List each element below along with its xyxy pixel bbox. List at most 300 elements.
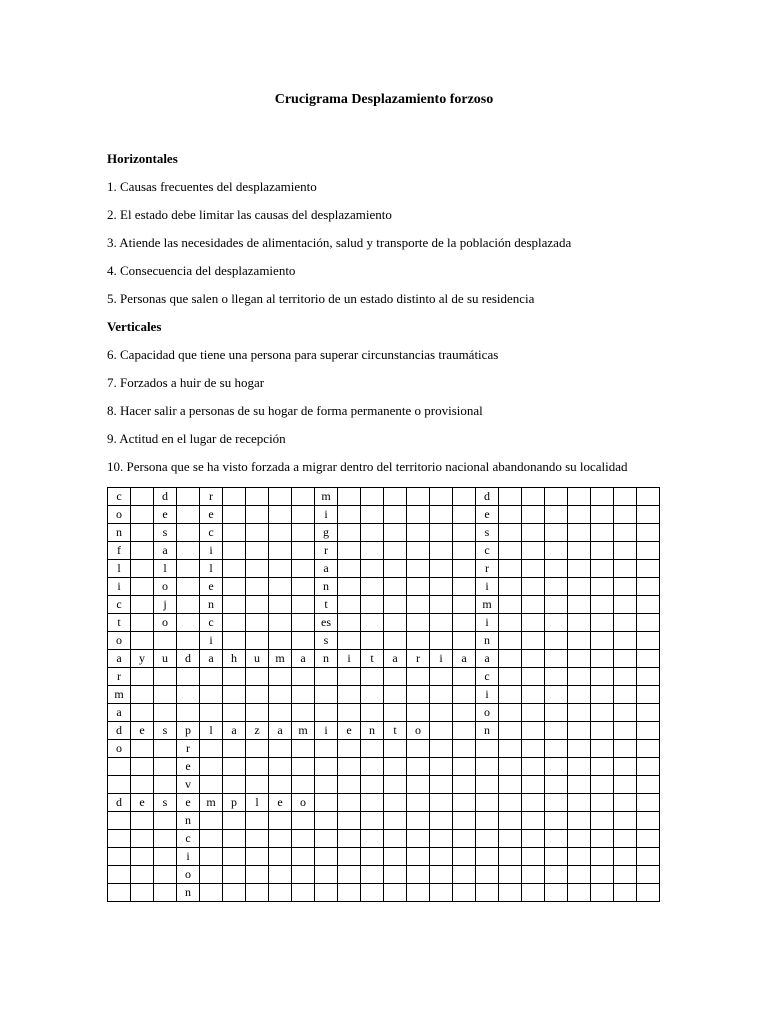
grid-cell[interactable] xyxy=(614,596,637,614)
grid-cell[interactable] xyxy=(522,704,545,722)
grid-cell[interactable] xyxy=(338,578,361,596)
grid-cell[interactable] xyxy=(315,776,338,794)
grid-cell[interactable] xyxy=(614,722,637,740)
grid-cell[interactable]: m xyxy=(476,596,499,614)
grid-cell[interactable]: y xyxy=(131,650,154,668)
grid-cell[interactable] xyxy=(591,614,614,632)
grid-cell[interactable] xyxy=(430,578,453,596)
grid-cell[interactable] xyxy=(338,506,361,524)
grid-cell[interactable] xyxy=(522,506,545,524)
grid-cell[interactable]: i xyxy=(200,542,223,560)
grid-cell[interactable]: l xyxy=(200,722,223,740)
grid-cell[interactable]: e xyxy=(200,578,223,596)
grid-cell[interactable] xyxy=(246,848,269,866)
grid-cell[interactable] xyxy=(499,884,522,902)
grid-cell[interactable]: d xyxy=(177,650,200,668)
grid-cell[interactable] xyxy=(430,866,453,884)
grid-cell[interactable] xyxy=(246,596,269,614)
grid-cell[interactable] xyxy=(499,488,522,506)
grid-cell[interactable] xyxy=(269,848,292,866)
grid-cell[interactable] xyxy=(384,632,407,650)
grid-cell[interactable] xyxy=(292,704,315,722)
grid-cell[interactable]: g xyxy=(315,524,338,542)
grid-cell[interactable] xyxy=(154,686,177,704)
grid-cell[interactable] xyxy=(407,506,430,524)
grid-cell[interactable] xyxy=(154,812,177,830)
grid-cell[interactable] xyxy=(269,614,292,632)
grid-cell[interactable] xyxy=(131,740,154,758)
grid-cell[interactable] xyxy=(545,722,568,740)
grid-cell[interactable] xyxy=(269,866,292,884)
grid-cell[interactable] xyxy=(361,704,384,722)
grid-cell[interactable] xyxy=(269,488,292,506)
grid-cell[interactable] xyxy=(453,740,476,758)
grid-cell[interactable] xyxy=(430,596,453,614)
grid-cell[interactable] xyxy=(246,686,269,704)
grid-cell[interactable] xyxy=(637,776,660,794)
grid-cell[interactable] xyxy=(131,686,154,704)
grid-cell[interactable]: i xyxy=(315,506,338,524)
grid-cell[interactable] xyxy=(154,632,177,650)
grid-cell[interactable] xyxy=(453,632,476,650)
grid-cell[interactable]: d xyxy=(108,722,131,740)
grid-cell[interactable] xyxy=(338,668,361,686)
grid-cell[interactable] xyxy=(177,668,200,686)
grid-cell[interactable] xyxy=(131,830,154,848)
grid-cell[interactable] xyxy=(453,794,476,812)
grid-cell[interactable] xyxy=(361,884,384,902)
grid-cell[interactable] xyxy=(430,884,453,902)
grid-cell[interactable] xyxy=(591,740,614,758)
grid-cell[interactable] xyxy=(315,704,338,722)
grid-cell[interactable]: l xyxy=(246,794,269,812)
grid-cell[interactable] xyxy=(384,776,407,794)
grid-cell[interactable] xyxy=(637,560,660,578)
grid-cell[interactable] xyxy=(108,830,131,848)
grid-cell[interactable] xyxy=(637,884,660,902)
grid-cell[interactable] xyxy=(499,542,522,560)
grid-cell[interactable] xyxy=(177,506,200,524)
grid-cell[interactable] xyxy=(131,614,154,632)
grid-cell[interactable] xyxy=(131,560,154,578)
grid-cell[interactable] xyxy=(637,704,660,722)
grid-cell[interactable] xyxy=(568,632,591,650)
grid-cell[interactable] xyxy=(246,488,269,506)
grid-cell[interactable]: u xyxy=(154,650,177,668)
grid-cell[interactable] xyxy=(637,524,660,542)
grid-cell[interactable] xyxy=(499,722,522,740)
grid-cell[interactable] xyxy=(407,776,430,794)
grid-cell[interactable] xyxy=(637,578,660,596)
grid-cell[interactable]: l xyxy=(154,560,177,578)
grid-cell[interactable]: c xyxy=(476,668,499,686)
grid-cell[interactable] xyxy=(499,668,522,686)
grid-cell[interactable] xyxy=(223,776,246,794)
grid-cell[interactable] xyxy=(269,830,292,848)
grid-cell[interactable]: o xyxy=(154,614,177,632)
grid-cell[interactable] xyxy=(384,506,407,524)
grid-cell[interactable] xyxy=(522,722,545,740)
grid-cell[interactable]: n xyxy=(361,722,384,740)
grid-cell[interactable] xyxy=(361,632,384,650)
grid-cell[interactable] xyxy=(223,668,246,686)
grid-cell[interactable] xyxy=(545,686,568,704)
grid-cell[interactable]: r xyxy=(108,668,131,686)
grid-cell[interactable]: m xyxy=(108,686,131,704)
grid-cell[interactable] xyxy=(154,740,177,758)
grid-cell[interactable] xyxy=(292,686,315,704)
grid-cell[interactable] xyxy=(131,596,154,614)
grid-cell[interactable] xyxy=(338,848,361,866)
grid-cell[interactable] xyxy=(522,542,545,560)
grid-cell[interactable] xyxy=(476,758,499,776)
grid-cell[interactable] xyxy=(361,506,384,524)
grid-cell[interactable] xyxy=(131,524,154,542)
grid-cell[interactable]: c xyxy=(200,614,223,632)
grid-cell[interactable] xyxy=(568,758,591,776)
grid-cell[interactable]: a xyxy=(154,542,177,560)
grid-cell[interactable] xyxy=(384,578,407,596)
grid-cell[interactable] xyxy=(154,668,177,686)
grid-cell[interactable] xyxy=(269,668,292,686)
grid-cell[interactable]: a xyxy=(200,650,223,668)
grid-cell[interactable] xyxy=(522,578,545,596)
grid-cell[interactable] xyxy=(269,596,292,614)
grid-cell[interactable] xyxy=(384,866,407,884)
grid-cell[interactable] xyxy=(407,704,430,722)
grid-cell[interactable]: a xyxy=(453,650,476,668)
grid-cell[interactable] xyxy=(545,596,568,614)
grid-cell[interactable] xyxy=(177,488,200,506)
grid-cell[interactable] xyxy=(269,704,292,722)
grid-cell[interactable]: o xyxy=(177,866,200,884)
grid-cell[interactable] xyxy=(522,560,545,578)
grid-cell[interactable] xyxy=(545,740,568,758)
grid-cell[interactable]: i xyxy=(200,632,223,650)
grid-cell[interactable] xyxy=(315,830,338,848)
grid-cell[interactable] xyxy=(453,560,476,578)
grid-cell[interactable] xyxy=(430,704,453,722)
grid-cell[interactable] xyxy=(453,506,476,524)
grid-cell[interactable] xyxy=(499,794,522,812)
grid-cell[interactable]: m xyxy=(292,722,315,740)
grid-cell[interactable] xyxy=(637,758,660,776)
grid-cell[interactable] xyxy=(614,488,637,506)
grid-cell[interactable] xyxy=(384,704,407,722)
grid-cell[interactable] xyxy=(338,830,361,848)
grid-cell[interactable] xyxy=(338,542,361,560)
grid-cell[interactable] xyxy=(361,668,384,686)
grid-cell[interactable] xyxy=(384,884,407,902)
grid-cell[interactable] xyxy=(292,542,315,560)
grid-cell[interactable] xyxy=(246,632,269,650)
grid-cell[interactable] xyxy=(499,830,522,848)
grid-cell[interactable]: a xyxy=(108,704,131,722)
grid-cell[interactable]: i xyxy=(430,650,453,668)
grid-cell[interactable]: m xyxy=(200,794,223,812)
grid-cell[interactable] xyxy=(292,596,315,614)
grid-cell[interactable]: t xyxy=(361,650,384,668)
grid-cell[interactable]: e xyxy=(200,506,223,524)
grid-cell[interactable] xyxy=(453,524,476,542)
grid-cell[interactable] xyxy=(614,830,637,848)
grid-cell[interactable] xyxy=(338,884,361,902)
grid-cell[interactable] xyxy=(637,686,660,704)
grid-cell[interactable] xyxy=(131,812,154,830)
grid-cell[interactable] xyxy=(200,830,223,848)
grid-cell[interactable] xyxy=(407,848,430,866)
grid-cell[interactable] xyxy=(499,686,522,704)
grid-cell[interactable] xyxy=(430,506,453,524)
grid-cell[interactable] xyxy=(177,596,200,614)
grid-cell[interactable] xyxy=(108,884,131,902)
grid-cell[interactable] xyxy=(430,722,453,740)
grid-cell[interactable] xyxy=(499,848,522,866)
grid-cell[interactable] xyxy=(338,866,361,884)
grid-cell[interactable] xyxy=(384,848,407,866)
grid-cell[interactable]: r xyxy=(177,740,200,758)
grid-cell[interactable] xyxy=(522,668,545,686)
grid-cell[interactable] xyxy=(591,866,614,884)
grid-cell[interactable] xyxy=(499,560,522,578)
grid-cell[interactable] xyxy=(430,632,453,650)
grid-cell[interactable] xyxy=(430,542,453,560)
grid-cell[interactable] xyxy=(453,884,476,902)
grid-cell[interactable] xyxy=(522,830,545,848)
grid-cell[interactable] xyxy=(453,542,476,560)
grid-cell[interactable] xyxy=(292,506,315,524)
grid-cell[interactable]: c xyxy=(200,524,223,542)
grid-cell[interactable] xyxy=(476,848,499,866)
grid-cell[interactable]: e xyxy=(269,794,292,812)
grid-cell[interactable] xyxy=(637,812,660,830)
grid-cell[interactable] xyxy=(614,740,637,758)
grid-cell[interactable] xyxy=(315,794,338,812)
grid-cell[interactable] xyxy=(338,794,361,812)
grid-cell[interactable] xyxy=(361,686,384,704)
grid-cell[interactable]: s xyxy=(154,722,177,740)
grid-cell[interactable]: l xyxy=(108,560,131,578)
grid-cell[interactable] xyxy=(430,668,453,686)
grid-cell[interactable] xyxy=(407,668,430,686)
grid-cell[interactable] xyxy=(453,758,476,776)
grid-cell[interactable] xyxy=(269,776,292,794)
grid-cell[interactable] xyxy=(568,668,591,686)
grid-cell[interactable] xyxy=(637,866,660,884)
grid-cell[interactable]: i xyxy=(108,578,131,596)
grid-cell[interactable] xyxy=(430,758,453,776)
grid-cell[interactable] xyxy=(131,488,154,506)
grid-cell[interactable] xyxy=(545,830,568,848)
grid-cell[interactable] xyxy=(568,560,591,578)
grid-cell[interactable]: r xyxy=(476,560,499,578)
grid-cell[interactable] xyxy=(246,884,269,902)
grid-cell[interactable] xyxy=(407,542,430,560)
grid-cell[interactable] xyxy=(154,848,177,866)
grid-cell[interactable] xyxy=(200,704,223,722)
grid-cell[interactable] xyxy=(545,506,568,524)
grid-cell[interactable] xyxy=(361,614,384,632)
grid-cell[interactable] xyxy=(568,722,591,740)
grid-cell[interactable] xyxy=(614,560,637,578)
grid-cell[interactable] xyxy=(614,614,637,632)
grid-cell[interactable] xyxy=(246,776,269,794)
grid-cell[interactable]: p xyxy=(223,794,246,812)
grid-cell[interactable] xyxy=(522,650,545,668)
grid-cell[interactable] xyxy=(246,830,269,848)
grid-cell[interactable] xyxy=(177,686,200,704)
grid-cell[interactable] xyxy=(499,506,522,524)
grid-cell[interactable]: s xyxy=(315,632,338,650)
grid-cell[interactable] xyxy=(200,884,223,902)
grid-cell[interactable] xyxy=(407,866,430,884)
grid-cell[interactable]: e xyxy=(131,722,154,740)
grid-cell[interactable] xyxy=(591,830,614,848)
grid-cell[interactable] xyxy=(545,812,568,830)
grid-cell[interactable] xyxy=(108,866,131,884)
grid-cell[interactable] xyxy=(591,542,614,560)
grid-cell[interactable] xyxy=(361,758,384,776)
grid-cell[interactable] xyxy=(338,488,361,506)
grid-cell[interactable] xyxy=(407,884,430,902)
grid-cell[interactable] xyxy=(108,776,131,794)
grid-cell[interactable] xyxy=(246,758,269,776)
grid-cell[interactable] xyxy=(522,776,545,794)
grid-cell[interactable] xyxy=(131,668,154,686)
grid-cell[interactable] xyxy=(223,632,246,650)
grid-cell[interactable] xyxy=(591,884,614,902)
grid-cell[interactable] xyxy=(154,830,177,848)
grid-cell[interactable] xyxy=(246,506,269,524)
grid-cell[interactable] xyxy=(338,560,361,578)
grid-cell[interactable]: a xyxy=(476,650,499,668)
grid-cell[interactable] xyxy=(407,632,430,650)
grid-cell[interactable]: e xyxy=(476,506,499,524)
grid-cell[interactable]: c xyxy=(108,596,131,614)
grid-cell[interactable]: c xyxy=(177,830,200,848)
grid-cell[interactable]: i xyxy=(338,650,361,668)
grid-cell[interactable] xyxy=(269,578,292,596)
grid-cell[interactable] xyxy=(545,668,568,686)
grid-cell[interactable] xyxy=(338,812,361,830)
grid-cell[interactable] xyxy=(568,812,591,830)
grid-cell[interactable] xyxy=(637,830,660,848)
grid-cell[interactable]: o xyxy=(108,632,131,650)
grid-cell[interactable] xyxy=(177,560,200,578)
grid-cell[interactable] xyxy=(131,542,154,560)
grid-cell[interactable] xyxy=(568,506,591,524)
grid-cell[interactable] xyxy=(637,596,660,614)
grid-cell[interactable] xyxy=(568,704,591,722)
grid-cell[interactable] xyxy=(223,614,246,632)
grid-cell[interactable] xyxy=(292,632,315,650)
grid-cell[interactable] xyxy=(453,866,476,884)
grid-cell[interactable] xyxy=(453,704,476,722)
grid-cell[interactable] xyxy=(384,740,407,758)
grid-cell[interactable]: d xyxy=(476,488,499,506)
grid-cell[interactable] xyxy=(476,884,499,902)
grid-cell[interactable] xyxy=(591,686,614,704)
grid-cell[interactable] xyxy=(476,740,499,758)
grid-cell[interactable] xyxy=(476,866,499,884)
grid-cell[interactable] xyxy=(568,614,591,632)
grid-cell[interactable] xyxy=(591,488,614,506)
grid-cell[interactable] xyxy=(384,596,407,614)
grid-cell[interactable] xyxy=(453,668,476,686)
grid-cell[interactable] xyxy=(499,776,522,794)
grid-cell[interactable] xyxy=(453,686,476,704)
grid-cell[interactable]: z xyxy=(246,722,269,740)
grid-cell[interactable] xyxy=(407,812,430,830)
grid-cell[interactable] xyxy=(637,632,660,650)
grid-cell[interactable] xyxy=(499,596,522,614)
grid-cell[interactable] xyxy=(223,884,246,902)
grid-cell[interactable] xyxy=(591,776,614,794)
grid-cell[interactable] xyxy=(200,686,223,704)
grid-cell[interactable] xyxy=(223,848,246,866)
grid-cell[interactable] xyxy=(614,704,637,722)
grid-cell[interactable] xyxy=(384,830,407,848)
grid-cell[interactable] xyxy=(591,560,614,578)
grid-cell[interactable] xyxy=(246,542,269,560)
grid-cell[interactable] xyxy=(131,704,154,722)
grid-cell[interactable] xyxy=(407,614,430,632)
grid-cell[interactable] xyxy=(384,812,407,830)
grid-cell[interactable] xyxy=(292,740,315,758)
grid-cell[interactable] xyxy=(637,542,660,560)
grid-cell[interactable] xyxy=(269,812,292,830)
grid-cell[interactable] xyxy=(614,848,637,866)
grid-cell[interactable] xyxy=(568,596,591,614)
grid-cell[interactable] xyxy=(131,884,154,902)
grid-cell[interactable]: o xyxy=(108,506,131,524)
grid-cell[interactable] xyxy=(292,776,315,794)
grid-cell[interactable] xyxy=(522,524,545,542)
grid-cell[interactable]: n xyxy=(315,650,338,668)
grid-cell[interactable] xyxy=(522,686,545,704)
grid-cell[interactable]: e xyxy=(177,758,200,776)
grid-cell[interactable] xyxy=(407,830,430,848)
grid-cell[interactable] xyxy=(637,488,660,506)
grid-cell[interactable] xyxy=(269,740,292,758)
grid-cell[interactable]: i xyxy=(476,614,499,632)
grid-cell[interactable] xyxy=(269,884,292,902)
grid-cell[interactable] xyxy=(568,776,591,794)
grid-cell[interactable] xyxy=(338,686,361,704)
grid-cell[interactable] xyxy=(545,614,568,632)
grid-cell[interactable] xyxy=(614,776,637,794)
grid-cell[interactable] xyxy=(292,830,315,848)
grid-cell[interactable] xyxy=(338,524,361,542)
grid-cell[interactable] xyxy=(361,596,384,614)
grid-cell[interactable] xyxy=(246,704,269,722)
grid-cell[interactable] xyxy=(453,812,476,830)
grid-cell[interactable] xyxy=(223,758,246,776)
grid-cell[interactable] xyxy=(568,524,591,542)
grid-cell[interactable]: s xyxy=(476,524,499,542)
grid-cell[interactable] xyxy=(223,524,246,542)
grid-cell[interactable] xyxy=(269,524,292,542)
grid-cell[interactable]: a xyxy=(223,722,246,740)
grid-cell[interactable] xyxy=(430,686,453,704)
grid-cell[interactable] xyxy=(614,686,637,704)
grid-cell[interactable] xyxy=(384,686,407,704)
grid-cell[interactable]: d xyxy=(154,488,177,506)
grid-cell[interactable] xyxy=(131,776,154,794)
grid-cell[interactable]: e xyxy=(177,794,200,812)
grid-cell[interactable]: o xyxy=(108,740,131,758)
grid-cell[interactable] xyxy=(223,866,246,884)
